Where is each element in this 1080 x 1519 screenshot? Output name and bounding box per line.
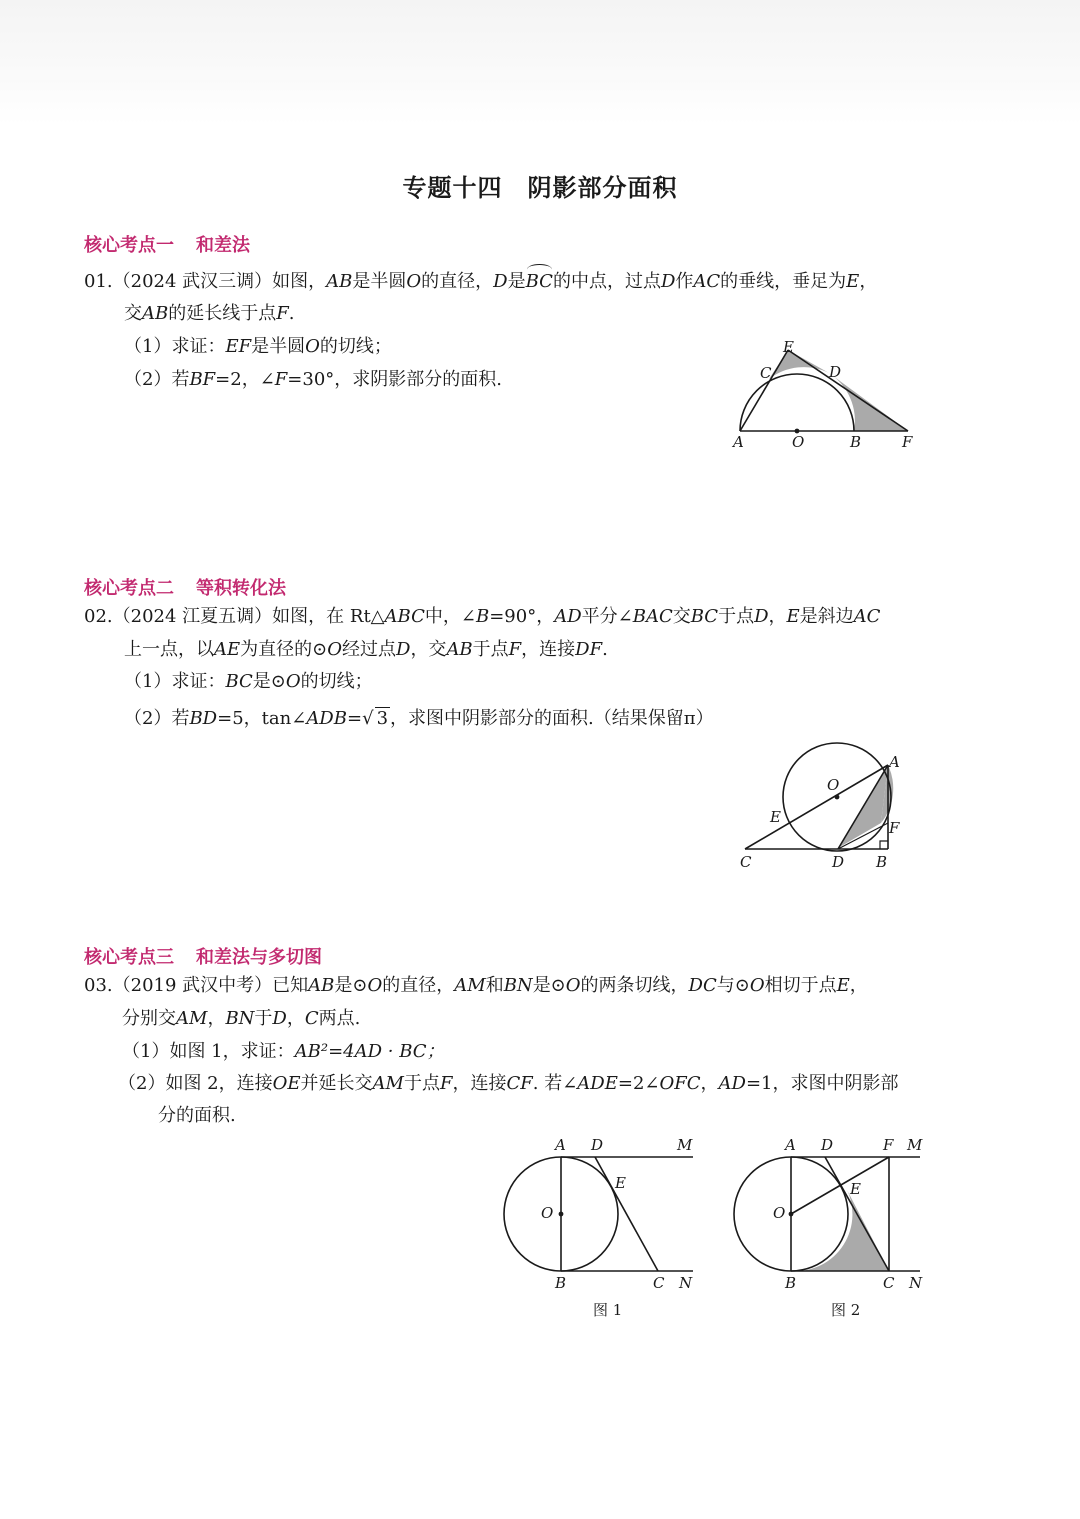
q1-part-2: （2）若BF=2，∠F=30°，求阴影部分的面积.: [124, 369, 503, 390]
section-heading-3: [84, 943, 322, 969]
q3-part-2: （2）如图 2，连接OE并延长交AM于点F，连接CF. 若∠ADE=2∠OFC，AD=1，求图中阴影部: [118, 1073, 899, 1094]
point-label-o: O: [827, 776, 840, 794]
point-label-e: E: [615, 1174, 626, 1192]
point-label-b: B: [850, 433, 862, 451]
point-label-d: D: [821, 1136, 834, 1154]
figure-caption: 图 2: [831, 1301, 861, 1319]
point-label-f: F: [883, 1136, 894, 1154]
line-of: [791, 1157, 889, 1214]
point-label-a: A: [785, 1136, 796, 1154]
right-angle-mark: [880, 841, 888, 849]
question-source: （2024 江夏五调）: [112, 606, 273, 627]
point-label-b: B: [555, 1274, 567, 1292]
q3-figure-1: [495, 1130, 705, 1325]
q3-figure-2: [725, 1130, 935, 1325]
point-label-m: M: [907, 1136, 923, 1154]
q2-line-2: 上一点，以AE为直径的⊙O经过点D，交AB于点F，连接DF.: [124, 639, 608, 660]
q1-line-1: 01.（2024 武汉三调）如图，AB是半圆O的直径，D是BC的中点，过点D作AC的垂线，垂足为E，: [84, 271, 878, 292]
q1-figure: [725, 335, 925, 455]
section-name: 等积转化法: [196, 578, 286, 599]
q1-line-2: 交AB的延长线于点F.: [124, 303, 295, 324]
figure-caption: 图 1: [593, 1301, 623, 1319]
point-label-d: D: [829, 363, 842, 381]
section-name: 和差法与多切图: [196, 947, 322, 968]
q2-part-2: （2）若BD=5，tan∠ADB=√ 3 ，求图中阴影部分的面积.（结果保留π）: [124, 708, 714, 729]
point-label-e: E: [783, 338, 794, 356]
point-label-f: F: [889, 819, 900, 837]
point-label-c: C: [883, 1274, 895, 1292]
q3-part-1: （1）如图 1，求证：AB²=4AD · BC；: [122, 1041, 445, 1062]
point-label-m: M: [677, 1136, 693, 1154]
section-label: 核心考点三: [84, 947, 174, 968]
point-label-c: C: [740, 853, 752, 871]
point-label-n: N: [679, 1274, 693, 1292]
point-label-c: C: [653, 1274, 665, 1292]
q1-part-1: （1）求证：EF是半圆O的切线；: [124, 336, 392, 357]
center-point-o: [835, 795, 840, 800]
section-name: 和差法: [196, 235, 250, 256]
scan-shadow: [0, 0, 1080, 125]
question-number: 03.: [84, 975, 113, 996]
question-source: （2024 武汉三调）: [112, 271, 273, 292]
point-label-b: B: [876, 853, 888, 871]
point-label-f: F: [902, 433, 913, 451]
section-heading-2: [84, 574, 286, 600]
point-label-c: C: [760, 364, 772, 382]
q2-line-1: 02.（2024 江夏五调）如图，在 Rt△ABC中，∠B=90°，AD平分∠BAC交BC于点D，E是斜边AC: [84, 606, 881, 627]
point-label-o: O: [773, 1204, 786, 1222]
point-label-e: E: [770, 808, 781, 826]
q3-line-2: 分别交AM，BN于D，C两点.: [122, 1008, 361, 1029]
section-label: 核心考点二: [84, 578, 174, 599]
point-label-a: A: [889, 753, 900, 771]
point-label-d: D: [832, 853, 845, 871]
question-number: 01.: [84, 271, 113, 292]
shaded-region: [791, 1186, 889, 1271]
question-number: 02.: [84, 606, 113, 627]
point-label-d: D: [591, 1136, 604, 1154]
point-label-o: O: [792, 433, 805, 451]
center-point-o: [559, 1212, 564, 1217]
section-heading-1: [84, 231, 250, 257]
line-ae: [740, 350, 788, 431]
arc-bc: BC: [525, 271, 553, 292]
q2-part-1: （1）求证：BC是⊙O的切线；: [124, 671, 373, 692]
point-label-n: N: [909, 1274, 923, 1292]
tangent-dc: [595, 1157, 658, 1271]
point-label-a: A: [733, 433, 744, 451]
q3-part-2-cont: 分的面积.: [158, 1105, 236, 1126]
section-label: 核心考点一: [84, 235, 174, 256]
point-label-a: A: [555, 1136, 566, 1154]
line-ef: [788, 350, 908, 431]
center-point-o: [789, 1212, 794, 1217]
point-label-b: B: [785, 1274, 797, 1292]
q3-line-1: 03.（2019 武汉中考）已知AB是⊙O的直径，AM和BN是⊙O的两条切线，DC与⊙O相切于点E，: [84, 975, 868, 996]
point-label-o: O: [541, 1204, 554, 1222]
q2-figure: [735, 735, 935, 875]
question-source: （2019 武汉中考）: [112, 975, 273, 996]
point-label-e: E: [850, 1180, 861, 1198]
page-title: 专题十四 阴影部分面积: [402, 174, 678, 202]
